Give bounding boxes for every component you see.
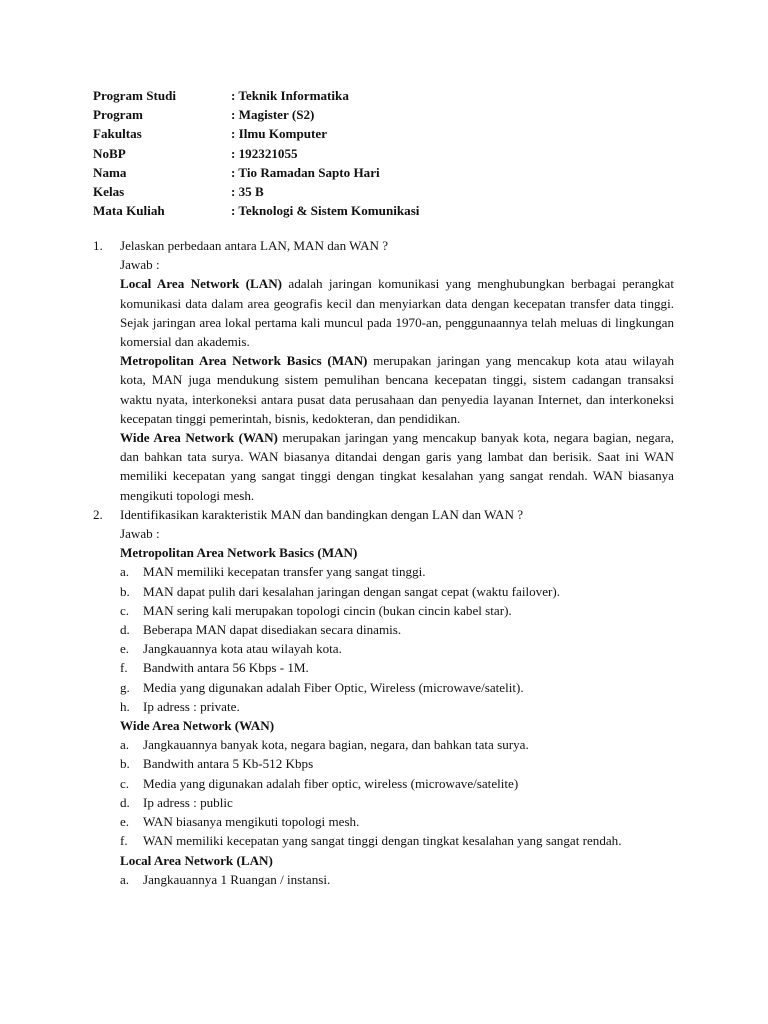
list-text: MAN memiliki kecepatan transfer yang sangat tinggi. [143, 564, 426, 580]
list-text: WAN biasanya mengikuti topologi mesh. [143, 814, 360, 830]
list-letter: c. [120, 602, 130, 618]
wan-term: Wide Area Network (WAN) [120, 430, 278, 446]
answer-label: Jawab : [120, 257, 160, 273]
man-text: merupakan jaringan yang mencakup kota atau wilayah kota, MAN juga mendukung sistem pemulihan bencana kecepatan tinggi, sistem cadangan transaksi waktu nyata, interkoneksi antara pusat data perusahaan dan penyedia layanan Internet, dan interkoneksi kecepatan tinggi pemerintah, bisnis, kedokteran, dan pendidikan. [120, 353, 675, 426]
info-label: Kelas [93, 183, 125, 199]
list-letter: a. [120, 564, 130, 580]
list-item [120, 754, 674, 773]
list-letter: h. [120, 698, 130, 714]
list-text: Bandwith antara 56 Kbps - 1M. [143, 660, 309, 676]
wan-heading: Wide Area Network (WAN) [120, 718, 275, 734]
list-letter: f. [120, 660, 128, 676]
wan-text: merupakan jaringan yang mencakup banyak kota, negara bagian, negara, dan bahkan tata surya. WAN biasanya ditandai dengan garis yang lambat dan berisik. Saat ini WAN memiliki kecepatan yang sangat tinggi dengan tingkat kesalahan yang sangat rendah. WAN biasanya mengikuti topologi mesh. [120, 430, 674, 503]
list-letter: d. [120, 794, 130, 810]
list-text: Beberapa MAN dapat disediakan secara dinamis. [143, 622, 402, 638]
info-row-mata-kuliah [93, 201, 419, 220]
question-text: Identifikasikan karakteristik MAN dan bandingkan dengan LAN dan WAN ? [120, 506, 524, 522]
info-value: : Magister (S2) [231, 107, 315, 123]
list-text: Ip adress : private. [143, 698, 240, 714]
info-value: : 35 B [231, 183, 264, 199]
info-row-kelas [93, 182, 419, 201]
list-letter: f. [120, 833, 128, 849]
info-row-program [93, 105, 419, 124]
list-text: Jangkauannya banyak kota, negara bagian, negara, dan bahkan tata surya. [143, 737, 529, 753]
info-value: : 192321055 [231, 145, 298, 161]
man-term: Metropolitan Area Network Basics (MAN) [120, 353, 368, 369]
list-letter: d. [120, 622, 130, 638]
list-letter: b. [120, 756, 130, 772]
list-letter: a. [120, 737, 130, 753]
info-row-nama [93, 163, 419, 182]
question-text: Jelaskan perbedaan antara LAN, MAN dan WAN ? [120, 238, 389, 253]
list-item [120, 658, 674, 677]
info-label: Nama [93, 164, 127, 180]
list-text: Media yang digunakan adalah Fiber Optic, Wireless (microwave/satelit). [143, 679, 524, 695]
list-text: MAN sering kali merupakan topologi cincin (bukan cincin kabel star). [143, 602, 512, 618]
info-value: : Teknologi & Sistem Komunikasi [231, 203, 420, 219]
question-list [93, 236, 674, 889]
list-letter: g. [120, 679, 130, 695]
question-body [120, 236, 674, 505]
list-item [120, 678, 674, 697]
info-label: Program [93, 107, 143, 123]
list-letter: e. [120, 641, 130, 657]
man-paragraph [120, 351, 674, 428]
info-value: : Teknik Informatika [231, 88, 349, 103]
answer-label: Jawab : [120, 526, 160, 542]
info-row-nobp [93, 144, 419, 163]
question-2 [93, 505, 674, 889]
list-item [120, 582, 674, 601]
list-letter: c. [120, 775, 130, 791]
info-value: : Tio Ramadan Sapto Hari [231, 164, 380, 180]
list-item [120, 620, 674, 639]
list-letter: e. [120, 814, 130, 830]
list-text: Media yang digunakan adalah fiber optic, wireless (microwave/satelite) [143, 775, 519, 791]
list-item [120, 639, 674, 658]
wan-paragraph [120, 428, 674, 505]
lan-paragraph [120, 274, 674, 351]
info-label: Mata Kuliah [93, 203, 165, 219]
question-1 [93, 236, 674, 505]
list-text: Bandwith antara 5 Kb-512 Kbps [143, 756, 314, 772]
list-text: Jangkauannya 1 Ruangan / instansi. [143, 871, 331, 887]
list-letter: b. [120, 583, 130, 599]
list-text: Ip adress : public [143, 794, 233, 810]
list-item [120, 870, 674, 889]
list-item [120, 774, 674, 793]
student-info [93, 86, 419, 220]
info-label: Program Studi [93, 88, 177, 103]
list-item [120, 562, 674, 581]
list-item [120, 831, 674, 850]
question-number: 1. [93, 238, 103, 253]
list-item [120, 697, 674, 716]
list-item [120, 601, 674, 620]
lan-heading: Local Area Network (LAN) [120, 852, 273, 868]
info-label: Fakultas [93, 126, 142, 142]
question-number: 2. [93, 506, 103, 522]
list-item [120, 812, 674, 831]
list-text: WAN memiliki kecepatan yang sangat tinggi dengan tingkat kesalahan yang sangat rendah. [143, 833, 622, 849]
list-item [120, 735, 674, 754]
info-row-fakultas [93, 124, 419, 143]
man-heading: Metropolitan Area Network Basics (MAN) [120, 545, 358, 561]
list-letter: a. [120, 871, 130, 887]
question-body [120, 505, 674, 889]
info-label: NoBP [93, 145, 126, 161]
list-text: MAN dapat pulih dari kesalahan jaringan dengan sangat cepat (waktu failover). [143, 583, 561, 599]
list-text: Jangkauannya kota atau wilayah kota. [143, 641, 342, 657]
lan-term: Local Area Network (LAN) [120, 276, 283, 292]
list-item [120, 793, 674, 812]
info-row-program-studi [93, 86, 419, 105]
info-value: : Ilmu Komputer [231, 126, 328, 142]
lan-text: adalah jaringan komunikasi yang menghubungkan berbagai perangkat komunikasi data dalam area geografis kecil dan menyiarkan data dengan kecepatan transfer data tinggi. Sejak jaringan area lokal pertama kali muncul pada 1970-an, penggunaannya telah meluas di lingkungan komersial dan akademis. [120, 276, 674, 350]
